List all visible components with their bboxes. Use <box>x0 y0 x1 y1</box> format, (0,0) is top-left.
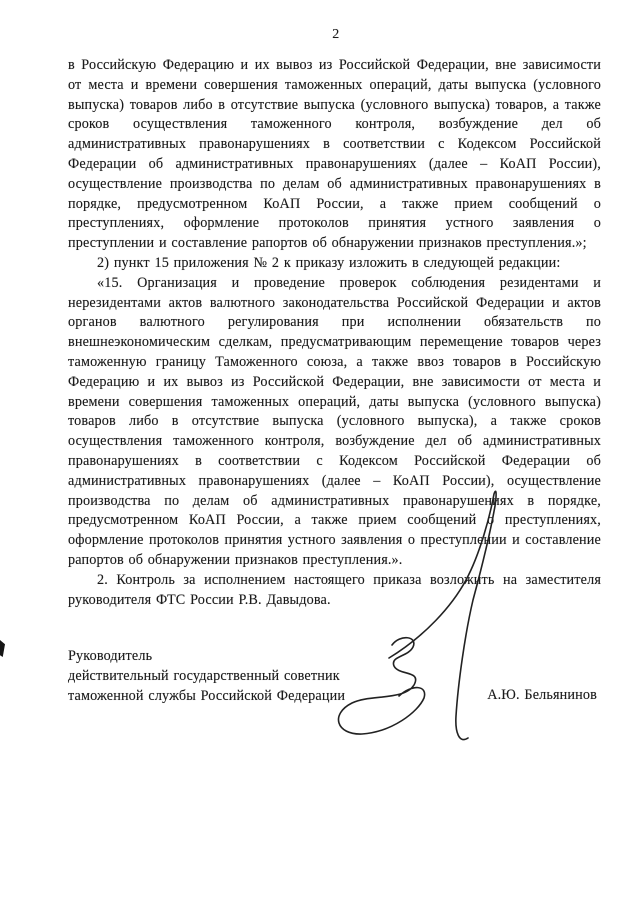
signing-block <box>68 647 601 706</box>
paragraph-item-2: 2) пункт 15 приложения № 2 к приказу изложить в следующей редакции: <box>97 254 561 271</box>
signer-name: А.Ю. Бельянинов <box>487 687 597 704</box>
signer-position-line-3: таможенной службы Российской Федерации <box>68 687 346 704</box>
paragraph-control-clause: 2. Контроль за исполнением настоящего приказа возложить на заместителя руководителя ФТС России Р.В. Давыдова. <box>68 571 601 608</box>
signer-position-line-2: действительный государственный советник <box>68 668 340 685</box>
paragraph-clause-15: «15. Организация и проведение проверок соблюдения резидентами и нерезидентами актов валютного законодательства Российской Федерации и актов органов валютного регулирования при исполнении обязательств по внешнеэкономическим сделкам, предусматривающим перемещение товаров через таможенную границу Таможенного союза, а также ввоз товаров в Российскую Федерацию и их вывоз из Российской Федерации, вне зависимости от места и времени совершения таможенных операций, даты выпуска (условного выпуска) товаров либо в отсутствие выпуска (условного выпуска), а также сроков осуществления таможенного контроля, возбуждение дел об административных правонарушениях в соответствии с Кодексом Российской Федерации об административных правонарушениях (далее – КоАП России), осуществление производства по делам об административных правонарушениях в порядке, предусмотренном КоАП России, а также прием сообщений о преступлениях, оформление протоколов принятия устного заявления о преступлении и составление рапортов об обнаружении признаков преступления.». <box>68 274 601 568</box>
paragraph-continuation: в Российскую Федерацию и их вывоз из Российской Федерации, вне зависимости от места и времени совершения таможенных операций, даты выпуска (условного выпуска) товаров либо в отсутствие выпуска (условного выпуска) товаров, а также сроков осуществления таможенного контроля, возбуждение дел об административных правонарушениях в соответствии с Кодексом Российской Федерации об административных правонарушениях (далее – КоАП России), осуществление производства по делам об административных правонарушениях в порядке, предусмотренном КоАП России, а также прием сообщений о преступлениях, оформление протоколов принятия устного заявления о преступлении и составление рапортов об обнаружении признаков преступления.»; <box>68 57 601 252</box>
document-body <box>68 56 601 707</box>
page-number: 2 <box>332 27 340 42</box>
signer-position-line-1: Руководитель <box>68 648 153 665</box>
scan-edge-artifact <box>0 640 5 657</box>
